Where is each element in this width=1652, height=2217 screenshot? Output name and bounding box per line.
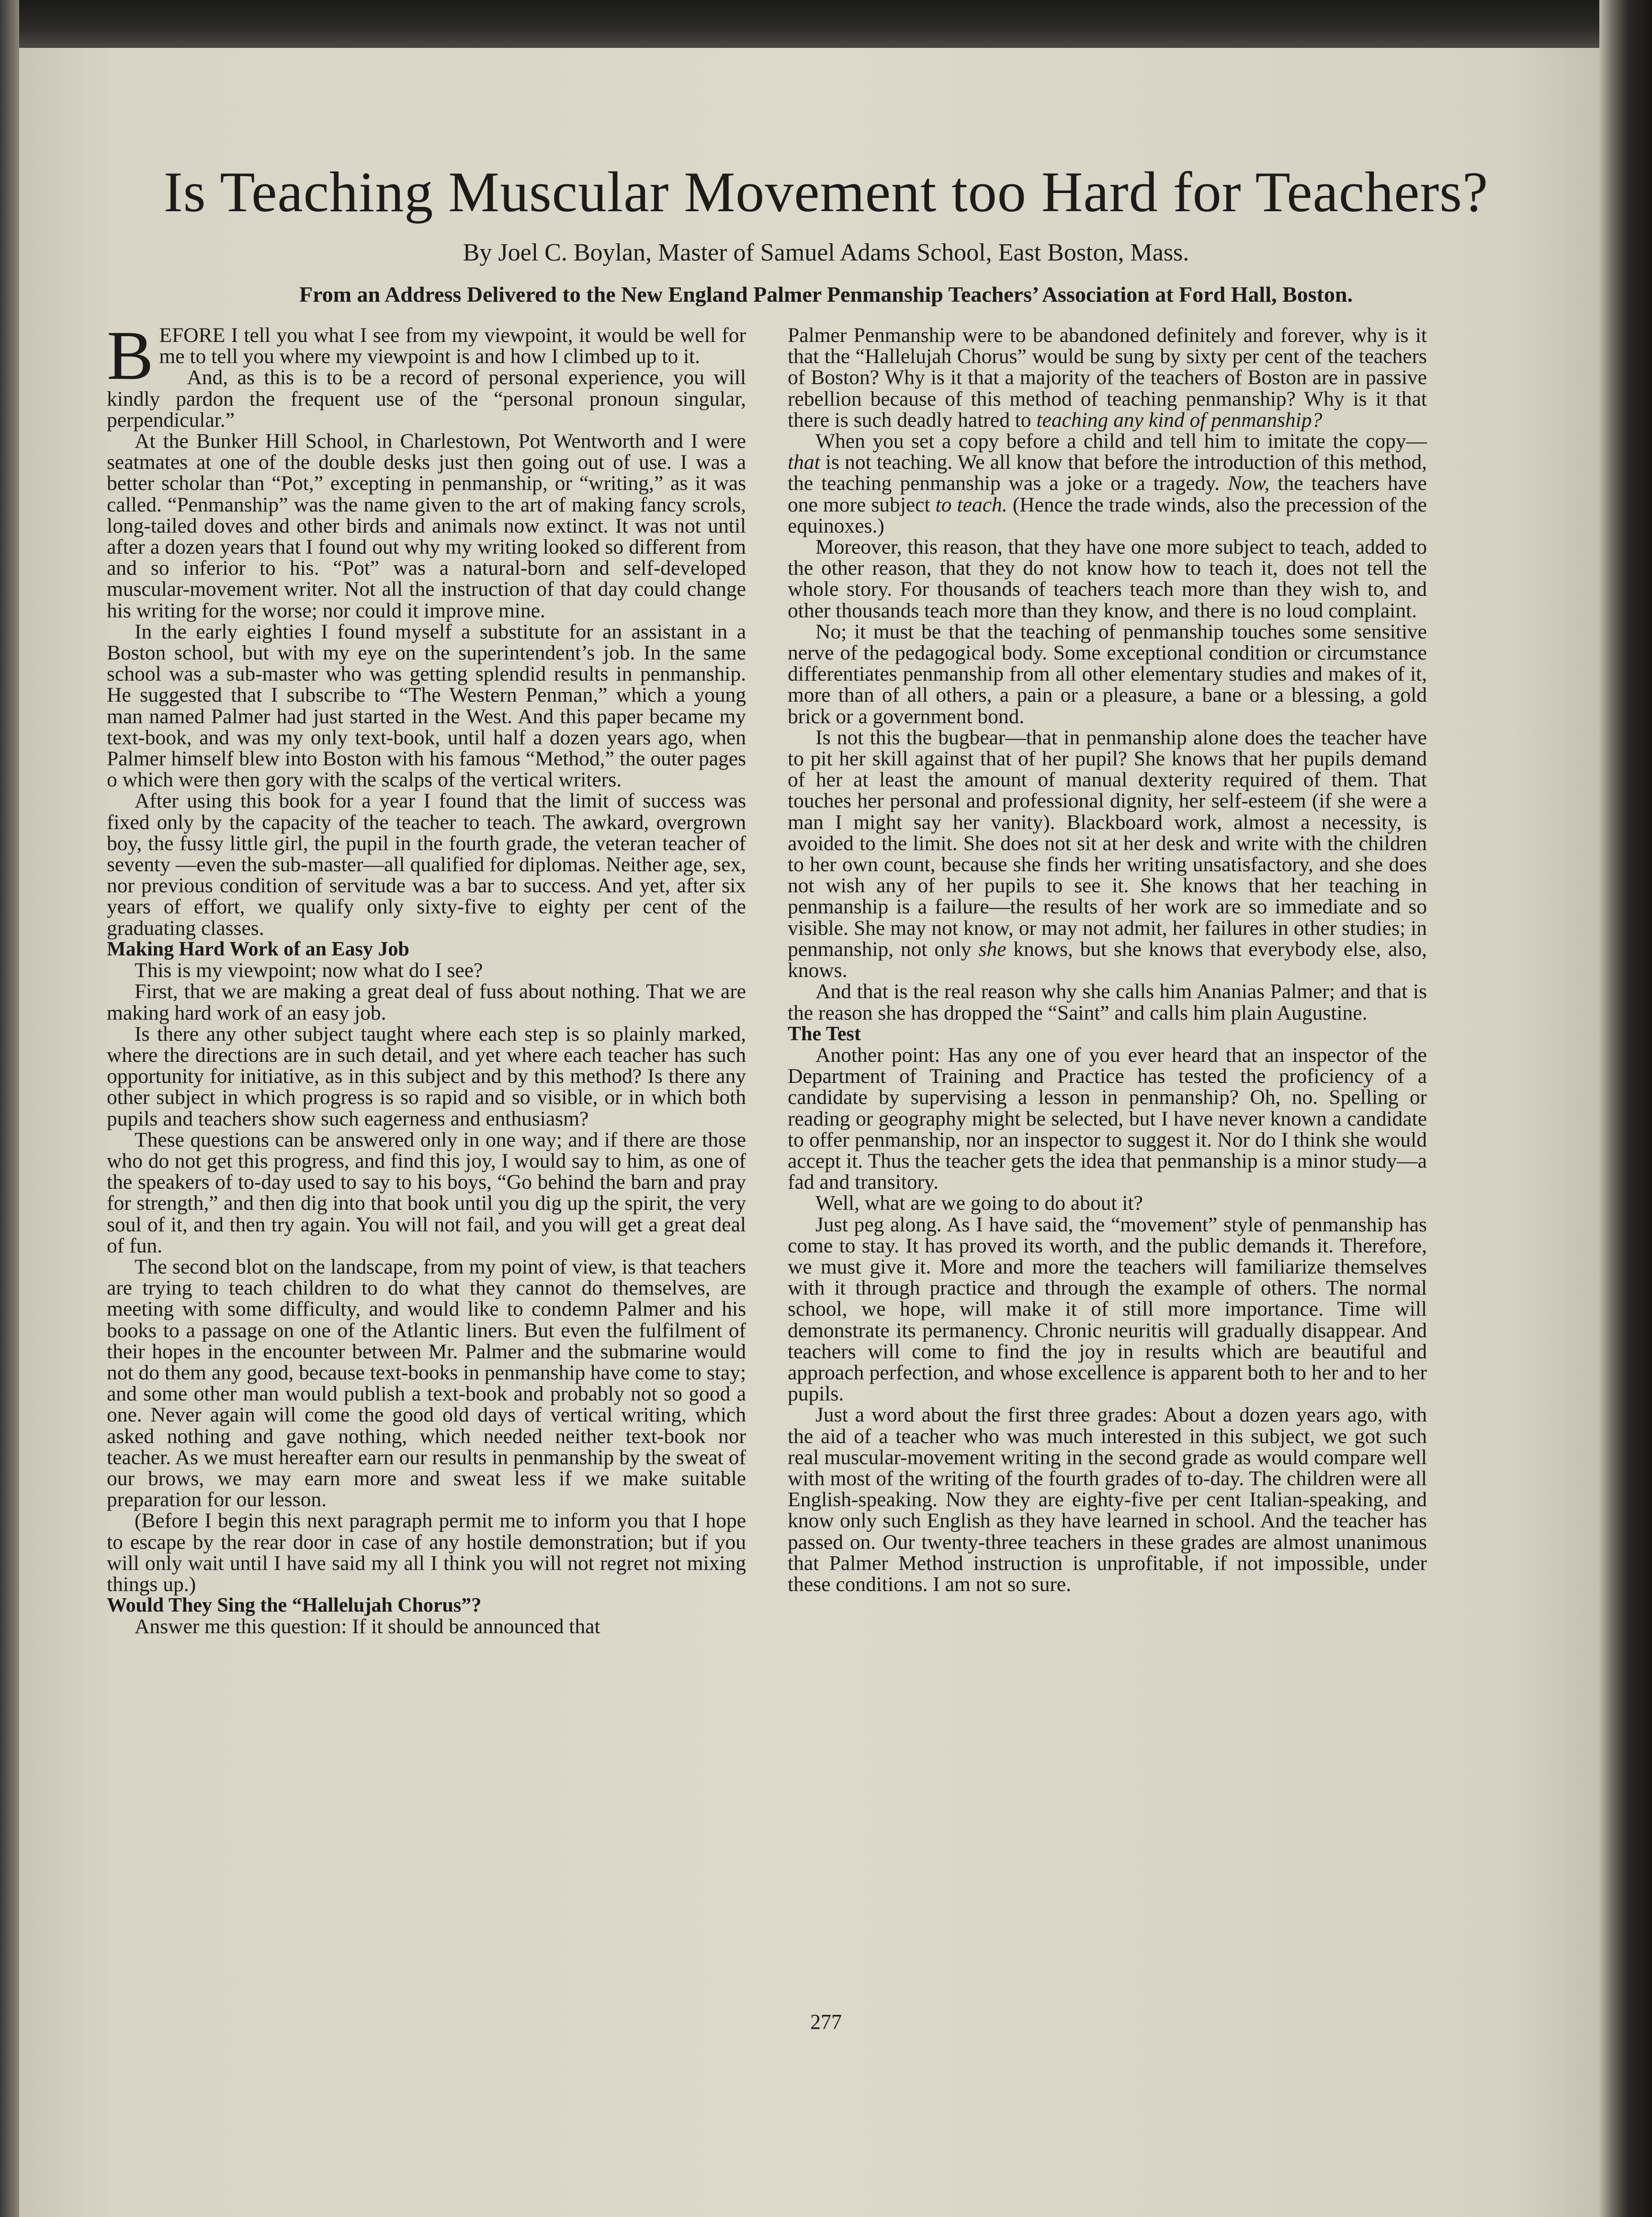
paragraph-text: EFORE I tell you what I see from my viewpoint, it would be well for me to tell you where my viewpoint is and how I climbed up to it.	[159, 324, 746, 368]
paragraph: And that is the real reason why she calls him Ananias Palmer; and that is the reason she has dropped the “Saint” and calls him plain Augustine.	[788, 980, 1427, 1024]
paragraph: No; it must be that the teaching of penmanship touches some sensitive nerve of the pedagogical body. Some exceptional condition or circumstance differentiates penmanship from all other elementary studies and makes of it, more than of all others, a pain or a pleasure, a bane or a blessing, a gold brick or a government bond.	[788, 620, 1427, 728]
section-heading: Making Hard Work of an Easy Job	[107, 938, 409, 960]
paragraph-text: the teachers have one more subject	[788, 472, 1427, 516]
emphasis-text: she	[978, 937, 1007, 961]
paragraph-text: Palmer Penmanship were to be abandoned definitely and forever, why is it that the “Hallelujah Chorus” would be sung by sixty per cent of the teachers of Boston? Why is it that a majority of the teachers of Boston are in passive rebellion because of this method of teaching penmanship? Why is it that there is such deadly hatred to	[788, 324, 1427, 432]
paragraph: Another point: Has any one of you ever heard that an inspector of the Department of Training and Practice has tested the proficiency of a candidate by supervising a lesson in penmanship? Oh, no. Spelling or reading or geography might be selected, but I have never known a candidate to offer penmanship, nor an inspector to suggest it. Nor do I think she would accept it. Thus the teacher gets the idea that penmanship is a minor study—a fad and transitory.	[788, 1043, 1427, 1194]
scan-left-border	[0, 0, 19, 2217]
paragraph: First, that we are making a great deal of fuss about nothing. That we are making hard work of an easy job.	[107, 980, 746, 1024]
scan-right-border	[1599, 0, 1652, 2217]
paragraph: After using this book for a year I found that the limit of success was fixed only by the capacity of the teacher to teach. The awkard, overgrown boy, the fussy little girl, the pupil in the fourth grade, the veteran teacher of seventy —even the sub-master—all qualified for diplomas. Neither age, sex, nor previous condition of servitude was a bar to success. And yet, after six years of effort, we qualify only sixty-five to eighty per cent of the graduating classes.	[107, 789, 746, 940]
paragraph: And, as this is to be a record of personal experience, you will kindly pardon the frequent use of the “personal pronoun singular, perpendicular.”	[107, 366, 746, 432]
paragraph-text: When you set a copy before a child and tell him to imitate the copy—	[815, 430, 1427, 453]
paragraph	[788, 727, 1427, 981]
paragraph: Answer me this question: If it should be announced that	[135, 1615, 600, 1638]
drop-cap: B	[107, 317, 154, 394]
paragraph-text: is not teaching. We all know that before the introduction of this method, the teaching penmanship was a joke or a tragedy.	[788, 451, 1427, 495]
paragraph: Moreover, this reason, that they have one more subject to teach, added to the other reason, that they do not know how to teach it, does not tell the whole story. For thousands of teachers teach more than they wish to, and other thousands teach more than they know, and there is no loud complaint.	[788, 535, 1427, 622]
paragraph: (Before I begin this next paragraph permit me to inform you that I hope to escape by the rear door in case of any hostile demonstration; but if you will only wait until I have said my all I think you will not regret not mixing things up.)	[107, 1509, 746, 1596]
left-column	[107, 317, 746, 2001]
paragraph: Just peg along. As I have said, the “movement” style of penmanship has come to stay. It has proved its worth, and the public demands it. Therefore, we must give it. More and more the teachers will familiarize themselves with it through practice and through the example of others. The normal school, we hope, will make it of still more importance. Time will demonstrate its permanency. Chronic neuritis will gradually disappear. And teachers will come to find the joy in results which are beautiful and approach perfection, and whose excellence is apparent both to her and to her pupils.	[788, 1213, 1427, 1406]
article-title: Is Teaching Muscular Movement too Hard for Teachers?	[163, 160, 1489, 224]
paragraph	[107, 317, 746, 394]
article-occasion: From an Address Delivered to the New England Palmer Penmanship Teachers’ Association at Ford Hall, Boston.	[299, 282, 1353, 307]
paragraph: These questions can be answered only in one way; and if there are those who do not get this progress, and find this joy, I would say to him, as one of the speakers of to-day used to say to his boys, “Go behind the barn and pray for strength,” and then dig into that book until you dig up the spirit, the very soul of it, and then try again. You will not fail, and you will get a great deal of fun.	[107, 1128, 746, 1257]
paragraph: Just a word about the first three grades: About a dozen years ago, with the aid of a teacher who was much interested in this subject, we got such real muscular-movement writing in the second grade as would compare well with most of the writing of the fourth grades of to-day. The children were all English-speaking. Now they are eighty-five per cent Italian-speaking, and know only such English as they have learned in school. And the teacher has passed on. Our twenty-three teachers in these grades are almost unanimous that Palmer Method instruction is unprofitable, if not impossible, under these conditions. I am not so sure.	[788, 1403, 1427, 1596]
emphasis-text: to teach.	[935, 493, 1007, 516]
paragraph: Is there any other subject taught where each step is so plainly marked, where the directions are in such detail, and yet where each teacher has such opportunity for initiative, as in this subject and by this method? Is there any other subject in which progress is so rapid and so visible, or in which both pupils and teachers show such eagerness and enthusiasm?	[107, 1022, 746, 1130]
emphasis-text: Now,	[1228, 472, 1270, 495]
paragraph: At the Bunker Hill School, in Charlestown, Pot Wentworth and I were seatmates at one of the double desks just then going out of use. I was a better scholar than “Pot,” excepting in penmanship, or “writing,” as it was called. “Penmanship” was the name given to the art of making fancy scrols, long-tailed doves and other birds and animals now extinct. It was not until after a dozen years that I found out why my writing looked so different from and so inferior to his. “Pot” was a natural-born and self-developed muscular-movement writer. Not all the instruction of that day could change his writing for the worse; nor could it improve mine.	[107, 430, 746, 622]
right-column	[788, 325, 1427, 2001]
paragraph: In the early eighties I found myself a substitute for an assistant in a Boston school, but with my eye on the superintendent’s job. In the same school was a sub-master who was getting splendid results in penmanship. He suggested that I subscribe to “The Western Penman,” which a young man named Palmer had just started in the West. And this paper became my text-book, and was my only text-book, until half a dozen years ago, when Palmer himself blew into Boston with his famous “Method,” the outer pages o which were then gory with the scalps of the vertical writers.	[107, 620, 746, 792]
paragraph: Well, what are we going to do about it?	[815, 1192, 1143, 1215]
paragraph-text: knows, but she knows that everybody else, also, knows.	[788, 937, 1427, 982]
paragraph-text: (Hence the trade winds, also the precession of the equinoxes.)	[788, 493, 1427, 537]
paragraph: The second blot on the landscape, from my point of view, is that teachers are trying to teach children to do what they cannot do themselves, are meeting with some difficulty, and would like to condemn Palmer and his books to a passage on one of the Atlantic liners. But even the fulfilment of their hopes in the encounter between Mr. Palmer and the submarine would not do them any good, because text-books in penmanship have come to stay; and some other man would publish a text-book and probably not so good a one. Never again will come the good old days of vertical writing, which asked nothing and gave nothing, which needed neither text-book nor teacher. As we must hereafter earn our results in penmanship by the sweat of our brows, we may earn more and sweat less if we make suitable preparation for our lesson.	[107, 1255, 746, 1512]
section-heading: Would They Sing the “Hallelujah Chorus”?	[107, 1594, 482, 1617]
scan-top-border	[0, 0, 1652, 48]
paragraph-text: Is not this the bugbear—that in penmanship alone does the teacher have to pit her skill against that of her pupil? She knows that her pupils demand of her at least the amount of manual dexterity required of them. That touches her personal and professional dignity, her self-esteem (if she were a man I might say her vanity). Blackboard work, almost a necessity, is avoided to the limit. She does not sit at her desk and write with the children to her own count, because she finds her writing unsatisfactory, and she does not wish any of her pupils to see it. She knows that her teaching in penmanship is a failure—the results of her work are so immediate and so visible. She may not know, or may not admit, her failures in other studies; in penmanship, not only	[788, 726, 1427, 961]
emphasis-text: that	[788, 451, 820, 474]
paragraph	[788, 325, 1427, 431]
paragraph	[788, 431, 1427, 536]
page-number: 277	[810, 2010, 842, 2034]
section-heading: The Test	[788, 1023, 861, 1045]
emphasis-text: teaching any kind of penmanship?	[1036, 408, 1323, 432]
article-byline: By Joel C. Boylan, Master of Samuel Adams School, East Boston, Mass.	[463, 239, 1189, 266]
paragraph: This is my viewpoint; now what do I see?	[135, 959, 483, 982]
